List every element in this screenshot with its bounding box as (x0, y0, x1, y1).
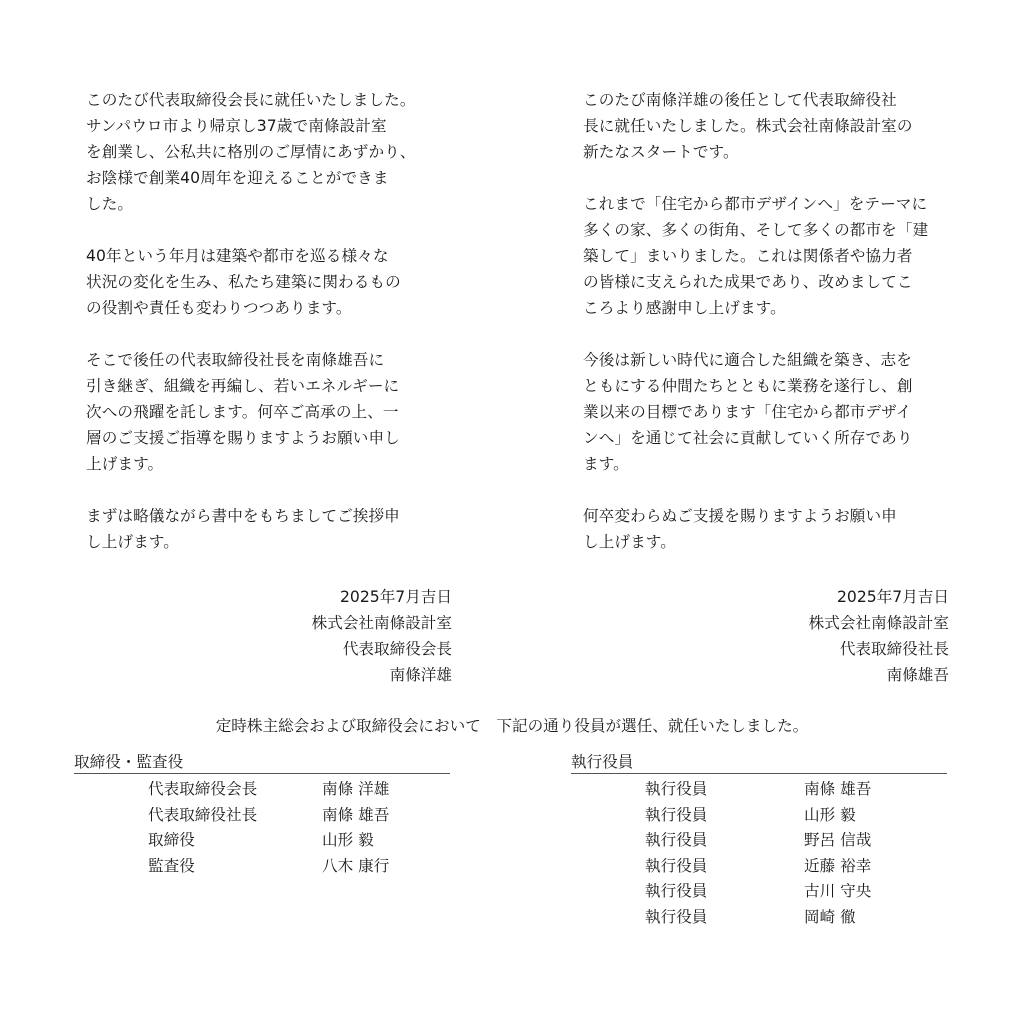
left-letter-paragraph: このたび代表取締役会長に就任いたしました。 サンパウロ市より帰京し37歳で南條設計室 を創業し、公私共に格別のご厚情にあずかり、 お陰様で創業40周年を迎えることができま した。 (86, 91, 416, 213)
roster-row (571, 905, 947, 931)
roster-role: 執行役員 (645, 805, 708, 824)
roster-role: 執行役員 (645, 907, 708, 926)
directors-roster (74, 751, 450, 879)
roster-role: 執行役員 (645, 856, 708, 875)
right-letter-paragraph: 何卒変わらぬご支援を賜りますようお願い申 し上げます。 (583, 507, 897, 551)
officers-roster (571, 751, 947, 930)
roster-row (74, 777, 450, 803)
left-signature (86, 584, 452, 688)
roster-name: 八木 康行 (322, 856, 390, 875)
left-letter-paragraph: 40年という年月は建築や都市を巡る様々な 状況の変化を生み、私たち建築に関わるもの の役割や責任も変わりつつあります。 (86, 247, 401, 317)
roster-name: 南條 雄吾 (804, 780, 872, 798)
roster-name: 古川 守央 (804, 882, 872, 900)
roster-role: 執行役員 (645, 882, 708, 900)
roster-role: 執行役員 (645, 831, 708, 849)
roster-row (74, 828, 450, 854)
left-letter-paragraph: まずは略儀ながら書中をもちましてご挨拶申 し上げます。 (86, 507, 400, 551)
roster-row (571, 803, 947, 829)
roster-role: 執行役員 (645, 780, 708, 798)
roster-name: 南條 雄吾 (322, 805, 390, 824)
roster-row (571, 828, 947, 854)
roster-row (74, 854, 450, 880)
roster-name: 山形 毅 (322, 831, 374, 849)
right-signature-company: 株式会社南條設計室 (808, 614, 949, 632)
roster-row (571, 854, 947, 880)
appointment-notice: 定時株主総会および取締役会において 下記の通り役員が選任、就任いたしました。 (215, 717, 809, 735)
right-letter-paragraph: これまで「住宅から都市デザインへ」をテーマに 多くの家、多くの街角、そして多くの都市を「建 築して」まいりました。これは関係者や協力者 の皆様に支えられた成果であり、改めましてこ ころより感謝申し上げます。 (583, 195, 929, 317)
roster-name: 岡崎 徹 (804, 907, 856, 926)
left-letter (86, 87, 452, 581)
roster-role: 代表取締役会長 (148, 780, 258, 798)
right-signature (583, 584, 949, 688)
left-signature-date: 2025年7月吉日 (340, 588, 452, 606)
left-letter-paragraph: そこで後任の代表取締役社長を南條雄吾に 引き継ぎ、組織を再編し、若いエネルギーに 次への飛躍を託します。何卒ご高承の上、一 層のご支援ご指導を賜りますようお願い申し 上げます。 (86, 351, 400, 473)
roster-row (571, 879, 947, 905)
roster-name: 近藤 裕幸 (804, 856, 872, 875)
left-signature-title: 代表取締役会長 (342, 640, 452, 658)
roster-name: 山形 毅 (804, 805, 856, 824)
left-signature-name: 南條洋雄 (389, 666, 452, 684)
roster-role: 監査役 (148, 856, 195, 875)
roster-row (74, 803, 450, 829)
roster-role: 代表取締役社長 (148, 805, 258, 824)
directors-heading: 取締役・監査役 (74, 751, 450, 774)
right-signature-date: 2025年7月吉日 (837, 588, 949, 606)
right-signature-title: 代表取締役社長 (839, 640, 949, 658)
right-letter-paragraph: 今後は新しい時代に適合した組織を築き、志を ともにする仲間たちとともに業務を遂行し、創 業以来の目標であります「住宅から都市デザイ ンへ」を通じて社会に貢献していく所存であり ます。 (583, 351, 913, 473)
roster-name: 南條 洋雄 (322, 780, 390, 798)
right-letter (583, 87, 949, 581)
right-signature-name: 南條雄吾 (886, 666, 949, 684)
roster-name: 野呂 信哉 (804, 831, 872, 849)
right-letter-paragraph: このたび南條洋雄の後任として代表取締役社 長に就任いたしました。株式会社南條設計室の 新たなスタートです。 (583, 91, 913, 161)
left-signature-company: 株式会社南條設計室 (311, 614, 452, 632)
roster-row (571, 777, 947, 803)
roster-role: 取締役 (148, 831, 195, 849)
officers-heading: 執行役員 (571, 751, 947, 774)
